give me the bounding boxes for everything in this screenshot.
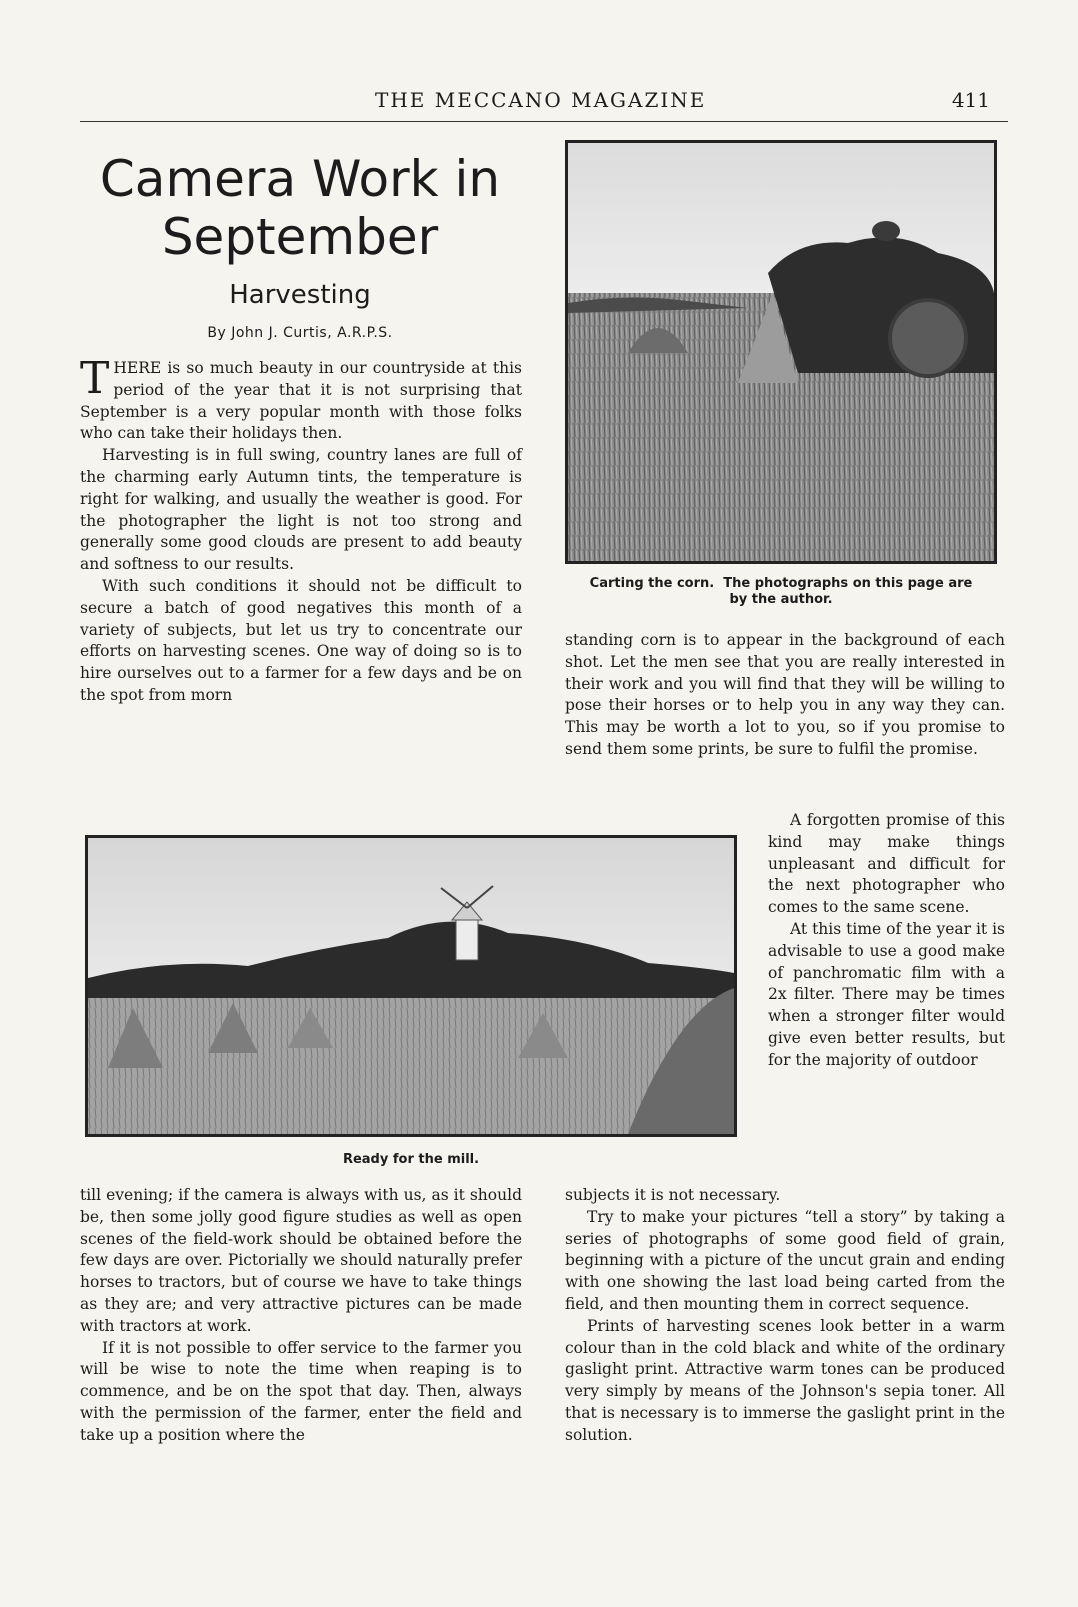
magazine-title: THE MECCANO MAGAZINE: [375, 88, 707, 112]
title-line-1: Camera Work in: [99, 150, 501, 208]
page-number: 411: [951, 88, 990, 112]
article-byline: By John J. Curtis, A.R.P.S.: [207, 325, 393, 341]
col4-paragraph-2: Try to make your pictures “tell a story” by taking a series of photographs of some good field of grain, beginning with a picture of the uncut grain and ending with one showing the last load being carted from the field, and then mounting them in correct sequence.: [565, 1207, 1005, 1313]
top-photo-caption: Carting the corn. The photographs on this page are by the author.: [589, 576, 973, 607]
col3-paragraph-1: till evening; if the camera is always with us, as it should be, then some jolly good figure studies as well as open scenes of the field-work should be obtained before the few days are over. Pictorially we should naturally prefer horses to tractors, but of course we have to take things as they are; and very attractive pictures can be made with tractors at work.: [80, 1186, 522, 1335]
title-line-2: September: [161, 208, 439, 266]
col2n-paragraph-2: At this time of the year it is advisable to use a good make of panchromatic film with a 2x filter. There may be times when a stronger filter would give even better results, but for the majority of outdoor: [768, 919, 1005, 1069]
bottom-photo-caption: Ready for the mill.: [342, 1152, 480, 1167]
running-head: [80, 88, 1010, 120]
column-4: [565, 1185, 1005, 1447]
col1-paragraph-3: With such conditions it should not be difficult to secure a batch of good negatives this month of a variety of subjects, but let us try to concentrate our efforts on harvesting scenes. One way of doing so is to hire ourselves out to a farmer for a few days and be on the spot from morn: [80, 576, 522, 704]
drop-cap: T: [80, 353, 110, 404]
col1-paragraph-1: THERE is so much beauty in our countryside at this period of the year that it is not surprising that September is a very popular month with those folks who can take their holidays then.: [80, 353, 522, 443]
photo-ready-for-the-mill: [85, 835, 737, 1137]
column-2: [565, 630, 1005, 761]
col2-paragraph-1: standing corn is to appear in the background of each shot. Let the men see that you are really interested in their work and you will find that they will be willing to pose their horses or to help you in any way they can. This may be worth a lot to you, so if you promise to send them some prints, be sure to fulfil the promise.: [565, 631, 1005, 758]
col3-paragraph-2: If it is not possible to offer service to the farmer you will be wise to note the time when reaping is to commence, and be on the spot that day. Then, always with the permission of the farmer, enter the field and take up a position where the: [80, 1338, 522, 1444]
carting-photo-image: [568, 143, 994, 561]
col1-paragraph-2: Harvesting is in full swing, country lanes are full of the charming early Autumn tints, the temperature is right for walking, and usually the weather is good. For the photographer the light is not too strong and generally some good clouds are present to add beauty and softness to our results.: [80, 446, 522, 574]
article-title: [80, 150, 520, 266]
article-subtitle: Harvesting: [229, 280, 371, 310]
mill-photo-image: [88, 838, 734, 1134]
column-1: [80, 353, 522, 707]
header-rule: [80, 121, 1008, 122]
col4-paragraph-1: subjects it is not necessary.: [565, 1186, 781, 1204]
col2n-paragraph-1: A forgotten promise of this kind may make things unpleasant and difficult for the next photographer who comes to the same scene.: [768, 811, 1005, 917]
col4-paragraph-3: Prints of harvesting scenes look better in a warm colour than in the cold black and white of the ordinary gaslight print. Attractive warm tones can be produced very simply by means of the Johnson's sepia toner. All that is necessary is to immerse the gaslight print in the solution.: [565, 1316, 1005, 1444]
column-2-narrow: [768, 810, 1005, 1072]
column-3: [80, 1185, 522, 1447]
photo-carting-the-corn: [565, 140, 997, 564]
